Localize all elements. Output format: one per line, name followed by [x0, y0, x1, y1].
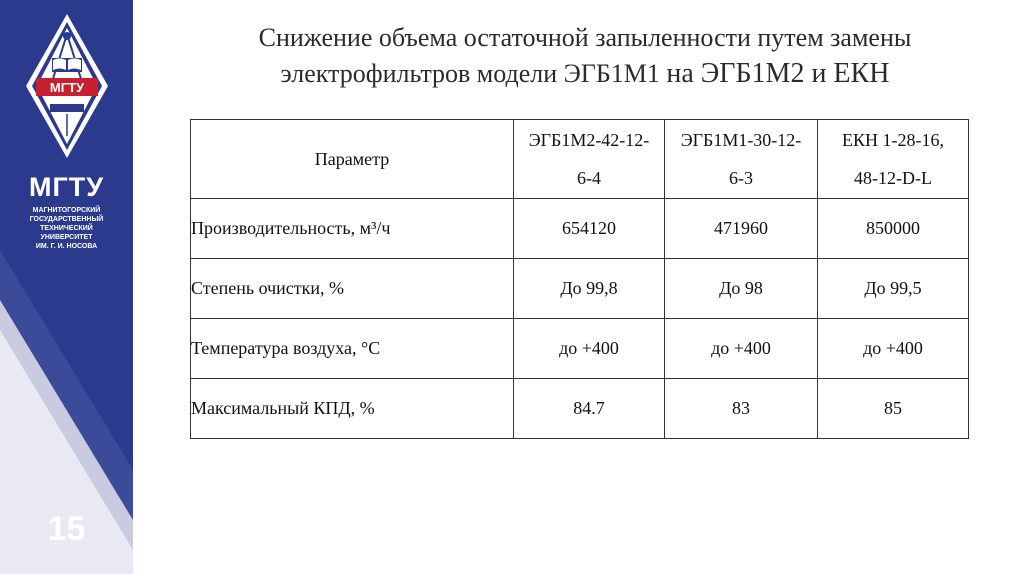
header-model-3-line1: ЕКН 1-28-16,: [842, 130, 944, 150]
row-value: До 98: [665, 259, 818, 319]
header-model-1: [514, 120, 665, 199]
slide-title-line2-part2: на ЭГБ1М2 и ЕКН: [666, 58, 890, 89]
table-header-row: [191, 120, 969, 199]
slide-title: [150, 20, 1020, 92]
header-model-1-line1: ЭГБ1М2-42-12-: [528, 130, 650, 150]
row-value: 654120: [514, 199, 665, 259]
row-param: Максимальный КПД, %: [191, 379, 514, 439]
row-value: До 99,5: [818, 259, 969, 319]
table-row: [191, 199, 969, 259]
university-name-line: ИМ. Г. И. НОСОВА: [35, 243, 98, 250]
header-model-2-line1: ЭГБ1М1-30-12-: [680, 130, 802, 150]
table-row: [191, 259, 969, 319]
row-value: 850000: [818, 199, 969, 259]
row-param: Производительность, м³/ч: [191, 199, 514, 259]
parameters-table: [190, 119, 969, 439]
row-value: 83: [665, 379, 818, 439]
row-param: Степень очистки, %: [191, 259, 514, 319]
university-name-line: УНИВЕРСИТЕТ: [40, 234, 93, 241]
row-value: до +400: [818, 319, 969, 379]
slide-number: 15: [47, 510, 86, 548]
sidebar: [0, 0, 133, 574]
header-model-2: [665, 120, 818, 199]
header-model-3: [818, 120, 969, 199]
header-model-3-line2: 48-12-D-L: [854, 168, 932, 188]
row-value: до +400: [514, 319, 665, 379]
slide-title-line2-part1: электрофильтров модели ЭГБ1М1: [280, 59, 667, 88]
row-value: 85: [818, 379, 969, 439]
header-model-2-line2: 6-3: [729, 168, 753, 188]
row-value: До 99,8: [514, 259, 665, 319]
header-param: Параметр: [191, 120, 514, 199]
row-value: 471960: [665, 199, 818, 259]
table-row: [191, 379, 969, 439]
logo-label: МГТУ: [49, 80, 85, 95]
university-name-line: ТЕХНИЧЕСКИЙ: [40, 225, 93, 232]
university-name-line: ГОСУДАРСТВЕННЫЙ: [29, 216, 104, 223]
university-name-line: МАГНИТОГОРСКИЙ: [32, 207, 101, 214]
row-value: 84.7: [514, 379, 665, 439]
row-value: до +400: [665, 319, 818, 379]
slide-title-line2: [150, 56, 1020, 92]
brand-name: МГТУ: [28, 172, 105, 202]
slide-title-line1: Снижение объема остаточной запыленности путем замены: [258, 23, 912, 52]
university-logo-icon: [22, 12, 112, 162]
table-row: [191, 319, 969, 379]
row-param: Температура воздуха, °С: [191, 319, 514, 379]
header-model-1-line2: 6-4: [577, 168, 601, 188]
university-name: [0, 206, 133, 251]
